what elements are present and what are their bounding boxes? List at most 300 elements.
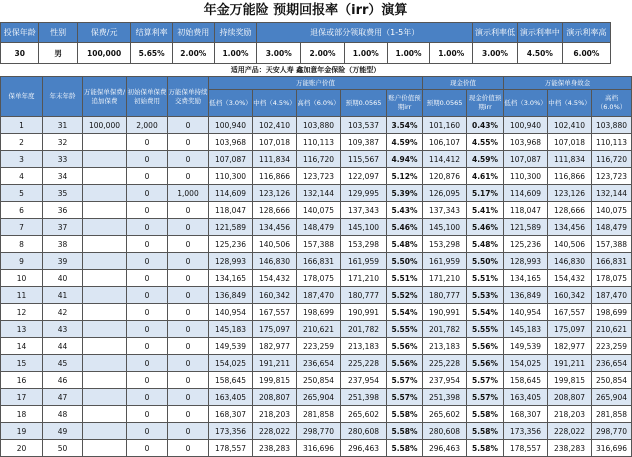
table-cell: 126,095 (423, 185, 467, 202)
param-label: 演示利率中 (517, 23, 562, 43)
table-row (1, 202, 632, 219)
table-cell: 47 (43, 389, 83, 406)
table-cell: 111,834 (548, 151, 592, 168)
param-value: 1.00% (214, 43, 257, 64)
table-cell: 237,954 (423, 372, 467, 389)
table-cell: 128,993 (209, 253, 253, 270)
table-cell: 42 (43, 304, 83, 321)
table-cell: 5.58% (387, 406, 423, 423)
table-cell: 157,388 (297, 236, 341, 253)
table-cell: 0 (127, 202, 168, 219)
table-cell: 49 (43, 423, 83, 440)
table-cell: 45 (43, 355, 83, 372)
table-row (1, 389, 632, 406)
table-cell: 251,398 (341, 389, 387, 406)
table-cell: 7 (1, 219, 43, 236)
params-value-row (1, 43, 611, 64)
table-cell: 154,025 (209, 355, 253, 372)
param-label: 退保或部分领取费用（1-5年） (257, 23, 473, 43)
table-cell: 140,506 (548, 236, 592, 253)
table-cell: 0 (127, 338, 168, 355)
table-cell (83, 270, 127, 287)
table-cell: 316,696 (592, 440, 632, 457)
table-cell: 213,183 (341, 338, 387, 355)
table-cell: 116,720 (592, 151, 632, 168)
table-cell: 2,000 (127, 117, 168, 134)
table-cell: 145,183 (209, 321, 253, 338)
table-row (1, 134, 632, 151)
table-cell: 5.58% (387, 423, 423, 440)
table-cell: 11 (1, 287, 43, 304)
table-cell: 5.58% (387, 440, 423, 457)
table-cell (83, 236, 127, 253)
table-cell: 167,557 (548, 304, 592, 321)
table-cell: 178,557 (504, 440, 548, 457)
table-cell: 5.50% (467, 253, 504, 270)
table-header (1, 77, 632, 117)
table-cell: 20 (1, 440, 43, 457)
table-cell: 0 (168, 151, 209, 168)
param-value: 6.00% (562, 43, 610, 64)
col-header-death-low: 低档（3.0%） (504, 90, 548, 117)
table-cell: 13 (1, 321, 43, 338)
table-cell: 180,777 (423, 287, 467, 304)
table-cell: 114,412 (423, 151, 467, 168)
table-cell: 3.54% (387, 117, 423, 134)
param-value: 100,000 (77, 43, 130, 64)
table-row (1, 423, 632, 440)
table-body (1, 117, 632, 457)
table-cell: 103,880 (297, 117, 341, 134)
table-cell: 5.54% (387, 304, 423, 321)
table-cell: 298,770 (592, 423, 632, 440)
table-cell: 145,100 (341, 219, 387, 236)
table-cell: 100,940 (504, 117, 548, 134)
table-cell: 218,203 (253, 406, 297, 423)
table-cell: 223,259 (297, 338, 341, 355)
table-cell: 0 (127, 389, 168, 406)
table-cell: 116,866 (253, 168, 297, 185)
table-cell: 0 (127, 219, 168, 236)
table-row (1, 185, 632, 202)
table-cell: 140,954 (209, 304, 253, 321)
table-cell: 123,126 (253, 185, 297, 202)
table-cell (83, 219, 127, 236)
param-value: 1.00% (387, 43, 430, 64)
col-header-year: 保单年度 (1, 77, 43, 117)
table-cell: 109,387 (341, 134, 387, 151)
table-cell: 128,666 (253, 202, 297, 219)
table-cell: 16 (1, 372, 43, 389)
table-cell (83, 134, 127, 151)
table-cell (83, 440, 127, 457)
col-header-high: 高档（6.0%） (297, 90, 341, 117)
table-cell: 40 (43, 270, 83, 287)
table-row (1, 151, 632, 168)
table-cell: 0 (127, 270, 168, 287)
table-cell: 122,097 (341, 168, 387, 185)
table-cell: 110,113 (592, 134, 632, 151)
table-row (1, 372, 632, 389)
table-cell: 153,298 (341, 236, 387, 253)
table-cell: 48 (43, 406, 83, 423)
table-cell (83, 168, 127, 185)
table-cell: 5.46% (387, 219, 423, 236)
table-cell: 2 (1, 134, 43, 151)
table-cell: 8 (1, 236, 43, 253)
table-cell: 208,807 (253, 389, 297, 406)
table-cell (83, 304, 127, 321)
table-cell: 265,904 (592, 389, 632, 406)
table-cell: 157,388 (592, 236, 632, 253)
table-cell: 236,654 (297, 355, 341, 372)
table-cell: 38 (43, 236, 83, 253)
table-cell: 145,183 (504, 321, 548, 338)
table-cell: 145,100 (423, 219, 467, 236)
table-cell: 191,211 (253, 355, 297, 372)
table-cell: 0 (168, 321, 209, 338)
table-cell: 1 (1, 117, 43, 134)
table-row (1, 406, 632, 423)
table-cell: 12 (1, 304, 43, 321)
table-cell: 114,609 (504, 185, 548, 202)
table-cell: 5.43% (387, 202, 423, 219)
table-cell: 140,506 (253, 236, 297, 253)
table-cell: 298,770 (297, 423, 341, 440)
table-row (1, 117, 632, 134)
table-cell: 5.57% (467, 372, 504, 389)
col-header-death-mid: 中档（4.5%） (548, 90, 592, 117)
table-cell: 199,815 (548, 372, 592, 389)
table-cell: 116,866 (548, 168, 592, 185)
table-cell: 36 (43, 202, 83, 219)
table-cell: 0 (168, 270, 209, 287)
table-cell: 238,283 (253, 440, 297, 457)
table-cell: 191,211 (548, 355, 592, 372)
table-cell: 116,720 (297, 151, 341, 168)
table-cell: 265,602 (341, 406, 387, 423)
table-cell: 4.61% (467, 168, 504, 185)
table-cell: 5.56% (467, 355, 504, 372)
table-cell: 5.51% (467, 270, 504, 287)
table-cell: 110,300 (209, 168, 253, 185)
table-cell: 198,699 (592, 304, 632, 321)
table-cell: 46 (43, 372, 83, 389)
table-cell: 4.55% (467, 134, 504, 151)
table-cell: 107,018 (548, 134, 592, 151)
table-cell: 0 (127, 168, 168, 185)
col-header-irr: 账户价值预期irr (387, 90, 423, 117)
param-value: 30 (1, 43, 39, 64)
table-row (1, 287, 632, 304)
table-cell: 173,356 (209, 423, 253, 440)
group-header-death: 万能保单身故金 (504, 77, 632, 90)
table-cell: 182,977 (548, 338, 592, 355)
table-cell: 0 (168, 338, 209, 355)
table-cell: 5.54% (467, 304, 504, 321)
table-cell: 33 (43, 151, 83, 168)
table-cell: 101,160 (423, 117, 467, 134)
table-cell: 280,608 (341, 423, 387, 440)
params-table (0, 22, 611, 64)
param-value: 3.00% (473, 43, 518, 64)
table-cell: 0 (168, 168, 209, 185)
table-cell: 136,849 (504, 287, 548, 304)
table-cell: 5.58% (467, 423, 504, 440)
table-cell: 182,977 (253, 338, 297, 355)
table-cell: 41 (43, 287, 83, 304)
param-label: 性别 (39, 23, 77, 43)
table-cell: 161,959 (423, 253, 467, 270)
table-cell: 225,228 (423, 355, 467, 372)
table-cell: 281,858 (297, 406, 341, 423)
table-cell: 187,470 (592, 287, 632, 304)
table-cell: 125,236 (209, 236, 253, 253)
table-cell: 5.50% (387, 253, 423, 270)
table-cell: 5 (1, 185, 43, 202)
table-cell: 0 (168, 304, 209, 321)
table-cell: 0 (168, 219, 209, 236)
param-label: 结算利率 (131, 23, 173, 43)
table-cell: 32 (43, 134, 83, 151)
table-cell: 148,479 (297, 219, 341, 236)
col-header-age: 年末年龄 (43, 77, 83, 117)
table-cell: 107,087 (504, 151, 548, 168)
table-cell: 190,991 (341, 304, 387, 321)
table-cell: 136,849 (209, 287, 253, 304)
table-cell: 17 (1, 389, 43, 406)
table-cell: 3 (1, 151, 43, 168)
table-cell: 43 (43, 321, 83, 338)
table-cell: 111,834 (253, 151, 297, 168)
table-cell: 223,259 (592, 338, 632, 355)
table-cell: 137,343 (341, 202, 387, 219)
table-cell: 148,479 (592, 219, 632, 236)
table-cell: 5.46% (467, 219, 504, 236)
table-cell: 18 (1, 406, 43, 423)
table-cell: 210,621 (297, 321, 341, 338)
table-cell: 5.58% (467, 440, 504, 457)
table-cell: 149,539 (504, 338, 548, 355)
table-cell: 187,470 (297, 287, 341, 304)
param-value: 1.00% (344, 43, 387, 64)
table-cell: 6 (1, 202, 43, 219)
table-cell: 265,904 (297, 389, 341, 406)
col-header-mid: 中档（4.5%） (253, 90, 297, 117)
table-row (1, 168, 632, 185)
table-cell: 110,300 (504, 168, 548, 185)
table-cell: 134,165 (209, 270, 253, 287)
param-value: 2.00% (301, 43, 345, 64)
table-cell: 4 (1, 168, 43, 185)
table-cell: 0 (168, 355, 209, 372)
table-cell: 149,539 (209, 338, 253, 355)
table-cell: 228,022 (253, 423, 297, 440)
table-cell: 5.56% (387, 338, 423, 355)
table-cell: 250,854 (297, 372, 341, 389)
table-cell: 218,203 (548, 406, 592, 423)
table-cell: 5.53% (467, 287, 504, 304)
table-cell: 100,000 (83, 117, 127, 134)
table-cell: 154,025 (504, 355, 548, 372)
table-cell: 190,991 (423, 304, 467, 321)
param-value: 2.00% (172, 43, 214, 64)
table-cell: 102,410 (253, 117, 297, 134)
table-cell: 5.51% (387, 270, 423, 287)
table-cell (83, 321, 127, 338)
table-cell: 100,940 (209, 117, 253, 134)
table-cell: 134,456 (548, 219, 592, 236)
table-row (1, 304, 632, 321)
table-cell: 4.59% (387, 134, 423, 151)
table-cell: 238,283 (548, 440, 592, 457)
table-cell: 201,782 (341, 321, 387, 338)
table-cell: 0 (168, 287, 209, 304)
group-header-cash: 现金价值 (423, 77, 504, 90)
table-cell: 158,645 (504, 372, 548, 389)
table-cell: 5.57% (467, 389, 504, 406)
sheet-title: 年金万能险 预期回报率（irr）演算 (203, 3, 408, 18)
table-cell: 0 (127, 406, 168, 423)
table-cell: 0 (168, 134, 209, 151)
table-cell: 106,107 (423, 134, 467, 151)
product-line: 适用产品：天安人寿 鑫加意年金保险（万能型） (230, 66, 381, 74)
table-row (1, 236, 632, 253)
table-cell: 160,342 (548, 287, 592, 304)
table-cell: 171,210 (423, 270, 467, 287)
param-value: 1.00% (430, 43, 473, 64)
table-cell: 115,567 (341, 151, 387, 168)
table-cell: 163,405 (209, 389, 253, 406)
table-cell: 5.39% (387, 185, 423, 202)
table-cell: 9 (1, 253, 43, 270)
table-cell: 265,602 (423, 406, 467, 423)
table-cell: 228,022 (548, 423, 592, 440)
table-cell: 198,699 (297, 304, 341, 321)
table-cell: 140,954 (504, 304, 548, 321)
table-cell: 236,654 (592, 355, 632, 372)
table-cell: 225,228 (341, 355, 387, 372)
table-cell: 0 (127, 423, 168, 440)
table-cell (83, 253, 127, 270)
table-cell: 5.57% (387, 389, 423, 406)
table-cell: 208,807 (548, 389, 592, 406)
table-cell: 161,959 (341, 253, 387, 270)
table-cell: 5.55% (467, 321, 504, 338)
table-cell: 107,018 (253, 134, 297, 151)
projection-table (0, 76, 632, 457)
table-cell: 4.59% (467, 151, 504, 168)
col-header-cash-irr: 现金价值预期irr (467, 90, 504, 117)
table-cell: 120,876 (423, 168, 467, 185)
table-cell: 316,696 (297, 440, 341, 457)
table-cell: 178,557 (209, 440, 253, 457)
table-cell: 103,880 (592, 117, 632, 134)
table-cell: 0 (127, 185, 168, 202)
table-cell: 0 (127, 287, 168, 304)
table-cell: 0 (168, 117, 209, 134)
table-cell: 173,356 (504, 423, 548, 440)
table-cell: 118,047 (209, 202, 253, 219)
table-cell (83, 338, 127, 355)
param-label: 投保年龄 (1, 23, 39, 43)
table-cell: 0 (127, 151, 168, 168)
table-cell: 0 (127, 253, 168, 270)
table-cell: 44 (43, 338, 83, 355)
table-cell: 103,968 (504, 134, 548, 151)
col-header-deduct: 初始保单保费初始费用 (127, 77, 168, 117)
table-cell: 123,723 (297, 168, 341, 185)
table-row (1, 219, 632, 236)
table-cell: 146,830 (548, 253, 592, 270)
table-cell: 121,589 (209, 219, 253, 236)
table-cell: 123,723 (592, 168, 632, 185)
table-cell: 107,087 (209, 151, 253, 168)
table-cell: 180,777 (341, 287, 387, 304)
table-cell: 1,000 (168, 185, 209, 202)
table-cell (83, 151, 127, 168)
table-cell: 15 (1, 355, 43, 372)
table-cell: 123,126 (548, 185, 592, 202)
col-header-bonus: 万能保单持续交费奖励 (168, 77, 209, 117)
table-cell: 251,398 (423, 389, 467, 406)
table-cell: 146,830 (253, 253, 297, 270)
table-cell: 158,645 (209, 372, 253, 389)
table-cell: 103,968 (209, 134, 253, 151)
table-cell: 134,456 (253, 219, 297, 236)
table-cell: 5.56% (387, 355, 423, 372)
table-cell: 210,621 (592, 321, 632, 338)
table-cell: 0 (127, 355, 168, 372)
table-cell: 281,858 (592, 406, 632, 423)
table-cell: 201,782 (423, 321, 467, 338)
param-value: 3.00% (257, 43, 301, 64)
table-cell: 137,343 (423, 202, 467, 219)
table-cell: 5.57% (387, 372, 423, 389)
table-row (1, 440, 632, 457)
table-cell: 0 (127, 304, 168, 321)
table-row (1, 355, 632, 372)
table-cell: 19 (1, 423, 43, 440)
table-row (1, 338, 632, 355)
table-cell: 175,097 (548, 321, 592, 338)
table-cell: 140,075 (297, 202, 341, 219)
col-header-death-high: 高档（6.0%） (592, 90, 632, 117)
table-cell: 50 (43, 440, 83, 457)
table-cell: 199,815 (253, 372, 297, 389)
table-cell: 10 (1, 270, 43, 287)
table-cell: 102,410 (548, 117, 592, 134)
table-cell: 166,831 (297, 253, 341, 270)
table-cell: 134,165 (504, 270, 548, 287)
table-cell: 140,075 (592, 202, 632, 219)
table-cell: 0 (168, 202, 209, 219)
table-cell: 154,432 (253, 270, 297, 287)
table-row (1, 321, 632, 338)
table-cell: 35 (43, 185, 83, 202)
table-cell: 5.12% (387, 168, 423, 185)
group-header-account: 万能账户价值 (209, 77, 423, 90)
table-cell: 154,432 (548, 270, 592, 287)
param-label: 演示利率高 (562, 23, 610, 43)
param-value: 男 (39, 43, 77, 64)
table-cell: 0 (168, 406, 209, 423)
table-cell: 296,463 (423, 440, 467, 457)
table-cell: 5.17% (467, 185, 504, 202)
table-cell: 168,307 (504, 406, 548, 423)
table-cell: 166,831 (592, 253, 632, 270)
table-cell: 178,075 (592, 270, 632, 287)
